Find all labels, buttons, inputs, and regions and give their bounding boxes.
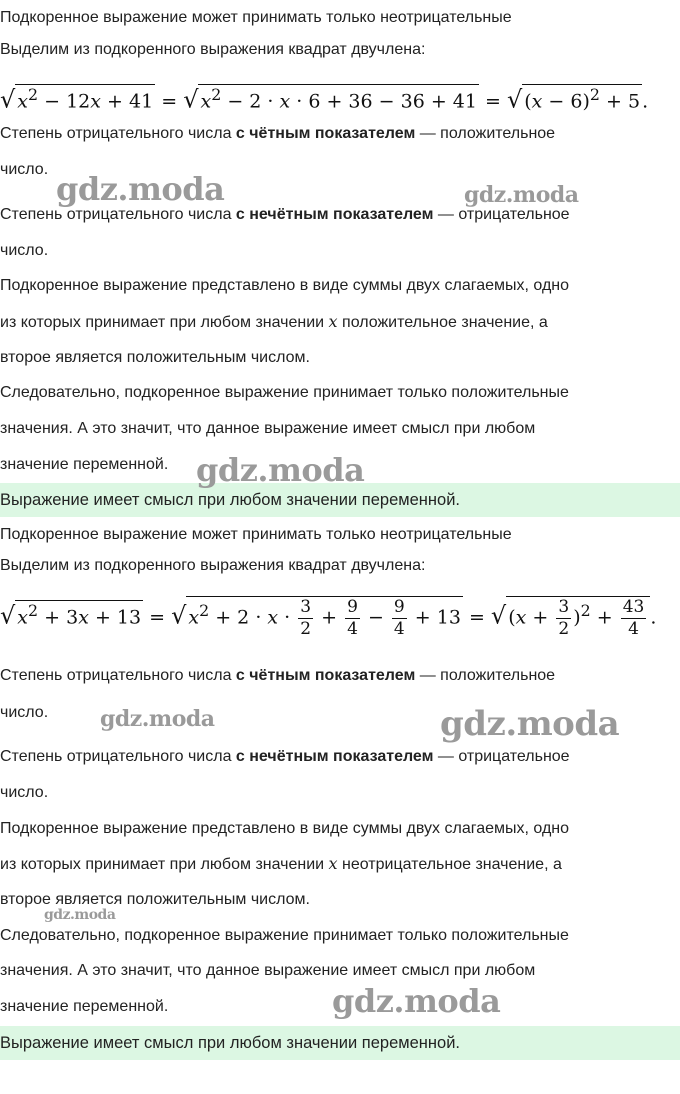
sum-text: из которых принимает при любом значении x положительное значение, а bbox=[0, 312, 548, 331]
answer-highlight: Выражение имеет смысл при любом значении переменной. bbox=[0, 1026, 680, 1060]
watermark-logo: gdz.moda bbox=[332, 982, 501, 1020]
odd-power-text: Степень отрицательного числа с нечётным показателем — отрицательное bbox=[0, 748, 570, 765]
intro-text: Подкоренное выражение может принимать только неотрицательные bbox=[0, 526, 512, 543]
sum-text: второе является положительным числом. bbox=[0, 891, 310, 908]
even-power-text: Степень отрицательного числа с чётным показателем — положительное bbox=[0, 125, 556, 142]
even-power-text: Степень отрицательного числа с чётным показателем — положительное bbox=[0, 667, 556, 684]
conclusion-text: значение переменной. bbox=[0, 998, 169, 1015]
intro-text: Подкоренное выражение может принимать только неотрицательные bbox=[0, 9, 512, 26]
conclusion-text: Следовательно, подкоренное выражение принимает только положительные bbox=[0, 927, 569, 944]
formula-1: √ $x^2 - 12x + 41$ = √ $x^2 - 2 \cdot x \cdot 6 + 36 - 36 + 41$ = √ $(x - 6)^2 + 5$ . bbox=[0, 85, 649, 114]
conclusion-text: значение переменной. bbox=[0, 456, 169, 473]
conclusion-text: значения. А это значит, что данное выражение имеет смысл при любом bbox=[0, 420, 536, 437]
sum-text: Подкоренное выражение представлено в виде суммы двух слагаемых, одно bbox=[0, 820, 570, 837]
conclusion-text: Следовательно, подкоренное выражение принимает только положительные bbox=[0, 384, 569, 401]
even-power-text-end: число. bbox=[0, 161, 49, 178]
watermark-logo: gdz.moda bbox=[196, 451, 365, 489]
watermark-logo: gdz.moda bbox=[440, 704, 620, 744]
watermark-logo: gdz.moda bbox=[464, 182, 579, 208]
answer-highlight: Выражение имеет смысл при любом значении переменной. bbox=[0, 483, 680, 517]
sum-text: второе является положительным числом. bbox=[0, 349, 310, 366]
watermark-logo: gdz.moda bbox=[56, 170, 225, 208]
watermark-logo: gdz.moda bbox=[44, 907, 116, 923]
intro-text: Выделим из подкоренного выражения квадрат двучлена: bbox=[0, 557, 426, 574]
formula-2: √ $x^2 + 3x + 13$ = √ $x^2 + 2 \cdot x$ · $\frac{3}{2}$ + $\frac{9}{4}$ − $\frac{9}{4}$ + 13 = √ (x + $\frac{3}{2}$ )$^2$ + $\frac{43}{4}$ . bbox=[0, 597, 657, 639]
even-power-text-end: число. bbox=[0, 704, 49, 721]
odd-power-text-end: число. bbox=[0, 242, 49, 259]
odd-power-text: Степень отрицательного числа с нечётным показателем — отрицательное bbox=[0, 206, 570, 223]
watermark-logo: gdz.moda bbox=[100, 706, 215, 732]
intro-text: Выделим из подкоренного выражения квадрат двучлена: bbox=[0, 41, 426, 58]
sum-text: Подкоренное выражение представлено в виде суммы двух слагаемых, одно bbox=[0, 277, 570, 294]
sum-text: из которых принимает при любом значении x неотрицательное значение, а bbox=[0, 854, 562, 873]
odd-power-text-end: число. bbox=[0, 784, 49, 801]
conclusion-text: значения. А это значит, что данное выражение имеет смысл при любом bbox=[0, 962, 536, 979]
